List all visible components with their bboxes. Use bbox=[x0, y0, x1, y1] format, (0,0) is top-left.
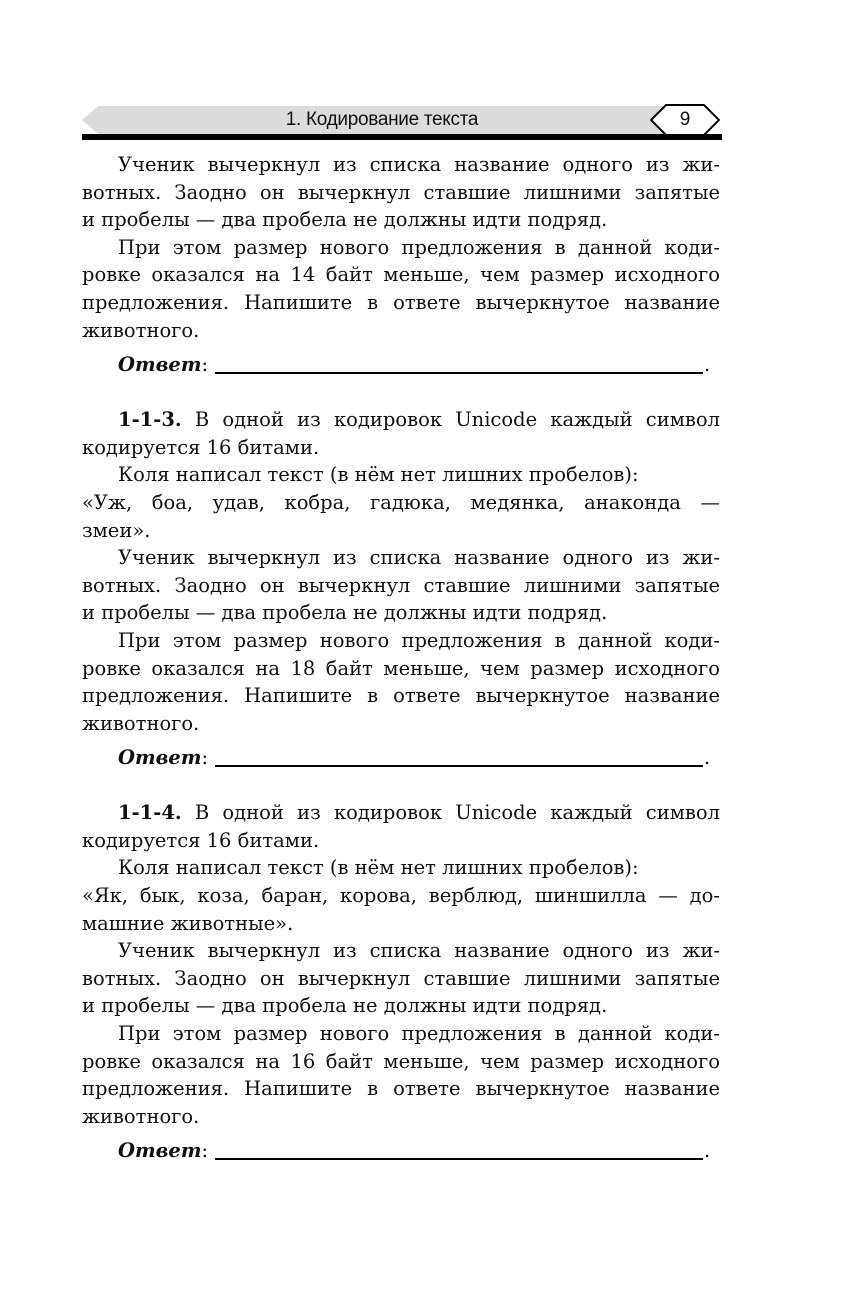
chapter-title: 1. Кодирование текста bbox=[285, 109, 479, 130]
answer-line[interactable] bbox=[215, 765, 703, 767]
answer-label: Ответ bbox=[118, 353, 202, 377]
answer-label: Ответ bbox=[118, 746, 202, 770]
task-1-1-3 bbox=[82, 406, 720, 775]
text-line: вотных. Заодно он вычеркнул ставшие лишними запятые bbox=[82, 966, 720, 990]
answer-colon: : bbox=[201, 353, 209, 377]
task-first-line bbox=[82, 406, 720, 434]
text-line: «Як, бык, коза, баран, корова, верблюд, шиншилла — до- bbox=[82, 884, 720, 908]
answer-field[interactable] bbox=[82, 1134, 720, 1168]
task-text: В одной из кодировок Unicode каждый символ bbox=[181, 801, 720, 825]
text-line: Ученик вычеркнул из списка название одного из жи- bbox=[118, 153, 720, 176]
text-line: животного. bbox=[82, 711, 200, 735]
text-line: кодируется 16 битами. bbox=[82, 435, 320, 459]
text-line: вотных. Заодно он вычеркнул ставшие лишними запятые bbox=[82, 573, 720, 597]
text-line: «Уж, боа, удав, кобра, гадюка, медянка, анаконда — bbox=[82, 490, 720, 514]
text-line: машние животные». bbox=[82, 911, 294, 935]
text-line: предложения. Напишите в ответе вычеркнутое название bbox=[82, 290, 720, 314]
answer-colon: : bbox=[201, 746, 209, 770]
text-line: ровке оказался на 14 байт меньше, чем размер исходного bbox=[82, 263, 720, 287]
text-line: При этом размер нового предложения в данной коди- bbox=[118, 1022, 720, 1046]
text-line: и пробелы — два пробела не должны идти подряд. bbox=[82, 994, 608, 1018]
text-line: и пробелы — два пробела не должны идти подряд. bbox=[82, 601, 608, 625]
page-number: 9 bbox=[679, 109, 691, 130]
text-line: вотных. Заодно он вычеркнул ставшие лишними запятые bbox=[82, 180, 720, 204]
intro-continuation bbox=[82, 151, 720, 382]
page-body bbox=[82, 151, 720, 1168]
text-line: Ученик вычеркнул из списка название одного из жи- bbox=[118, 939, 720, 963]
text-line: При этом размер нового предложения в данной коди- bbox=[118, 235, 720, 259]
text-line: Ученик вычеркнул из списка название одного из жи- bbox=[118, 546, 720, 570]
task-text: В одной из кодировок Unicode каждый символ bbox=[181, 408, 720, 432]
answer-dot: . bbox=[704, 1139, 711, 1163]
text-line: предложения. Напишите в ответе вычеркнутое название bbox=[82, 1077, 720, 1101]
header-rule bbox=[82, 134, 722, 140]
running-header bbox=[82, 104, 722, 144]
answer-line[interactable] bbox=[215, 1158, 703, 1160]
page-number-badge bbox=[650, 104, 720, 136]
answer-line[interactable] bbox=[215, 372, 703, 374]
text-line: Коля написал текст (в нём нет лишних пробелов): bbox=[118, 856, 639, 880]
text-line: ровке оказался на 16 байт меньше, чем размер исходного bbox=[82, 1049, 720, 1073]
text-line: кодируется 16 битами. bbox=[82, 828, 320, 852]
answer-dot: . bbox=[704, 353, 711, 377]
text-line: животного. bbox=[82, 1104, 200, 1128]
text-line: предложения. Напишите в ответе вычеркнутое название bbox=[82, 684, 720, 708]
answer-field[interactable] bbox=[82, 348, 720, 382]
task-1-1-4 bbox=[82, 799, 720, 1168]
text-line: и пробелы — два пробела не должны идти подряд. bbox=[82, 208, 608, 232]
answer-field[interactable] bbox=[82, 741, 720, 775]
task-number: 1-1-3. bbox=[118, 408, 182, 432]
answer-colon: : bbox=[201, 1139, 209, 1163]
text-line: ровке оказался на 18 байт меньше, чем размер исходного bbox=[82, 656, 720, 680]
text-line: животного. bbox=[82, 318, 200, 342]
text-line: Коля написал текст (в нём нет лишних пробелов): bbox=[118, 463, 639, 487]
answer-label: Ответ bbox=[118, 1139, 202, 1163]
text-line: При этом размер нового предложения в данной коди- bbox=[118, 628, 720, 652]
task-first-line bbox=[82, 799, 720, 827]
text-line: змеи». bbox=[82, 518, 151, 542]
task-number: 1-1-4. bbox=[118, 801, 182, 825]
answer-dot: . bbox=[704, 746, 711, 770]
